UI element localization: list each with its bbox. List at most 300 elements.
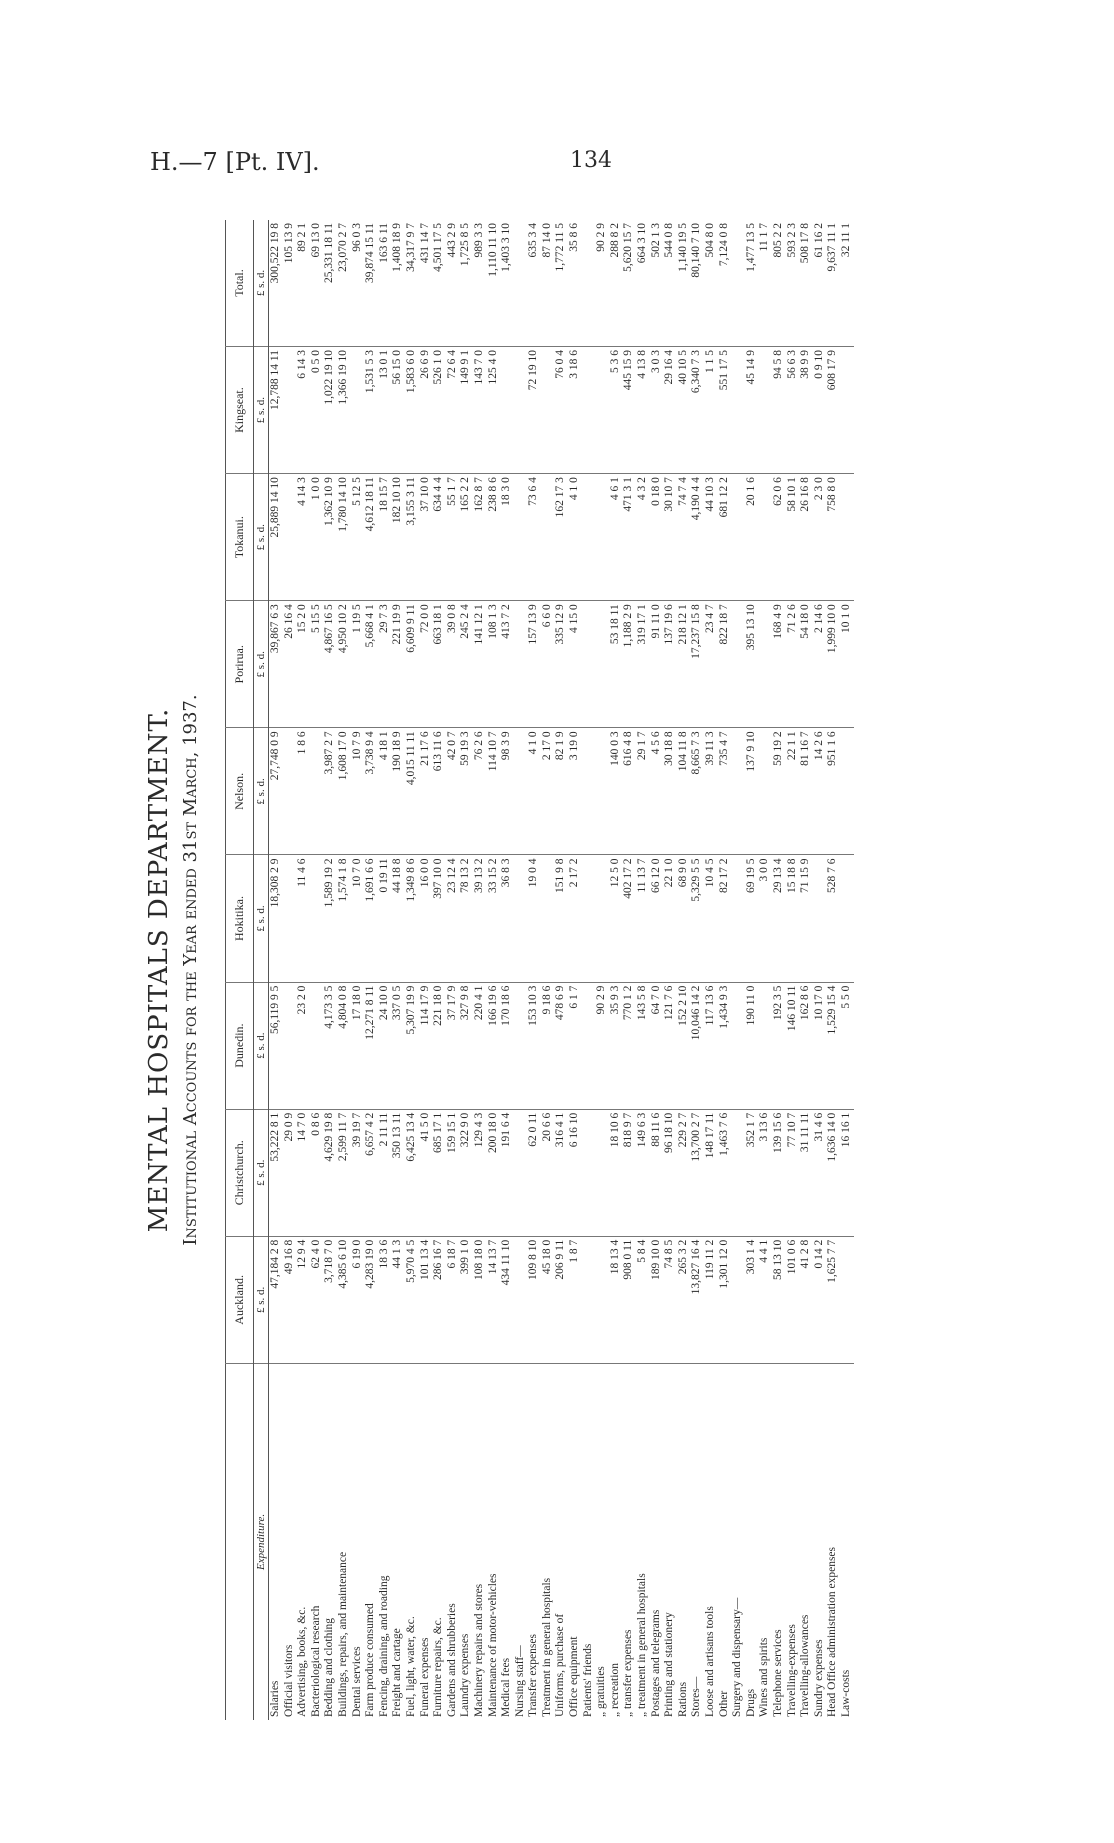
- amount-cell: 1,636 14 0: [826, 1109, 840, 1236]
- amount-cell: 189 10 0: [650, 1236, 664, 1363]
- section-label: Expenditure.: [254, 1363, 269, 1720]
- amount-cell: 544 0 8: [663, 223, 676, 258]
- amount-cell: 101 0 6: [786, 1236, 800, 1363]
- amount-cell: 32 11 1: [839, 223, 852, 258]
- row-label: Other: [718, 1363, 732, 1720]
- amount-cell: 0 8 6: [310, 1109, 324, 1236]
- table-body: [269, 220, 854, 1720]
- units-header: £ s. d.: [254, 220, 269, 347]
- amount-cell: 3,738 9 4: [364, 728, 378, 855]
- table-row: [772, 220, 786, 1720]
- amount-cell: [731, 1109, 745, 1236]
- amount-cell: 14 7 0: [296, 1109, 310, 1236]
- amount-cell: 39,874 15 11: [364, 223, 377, 283]
- amount-cell: [582, 982, 596, 1109]
- amount-cell: 1,780 14 10: [337, 474, 351, 601]
- amount-cell: 5 15 5: [310, 601, 324, 728]
- amount-cell: 162 17 3: [554, 474, 568, 601]
- amount-cell: 37 10 0: [419, 474, 433, 601]
- amount-cell: 221 19 9: [391, 601, 405, 728]
- amount-cell: 101 13 4: [419, 1236, 433, 1363]
- amount-cell: 33 15 2: [487, 855, 501, 982]
- units-header: £ s. d.: [254, 855, 269, 982]
- amount-cell: [840, 1236, 854, 1363]
- column-header: Auckland.: [226, 1236, 254, 1363]
- units-row: [254, 220, 269, 1720]
- amount-cell: 17 18 0: [351, 982, 365, 1109]
- amount-cell: 6 16 10: [568, 1109, 582, 1236]
- amount-cell: 121 7 6: [663, 982, 677, 1109]
- table-row: [514, 220, 528, 1720]
- amount-cell: 114 10 7: [487, 728, 501, 855]
- column-header-row: [226, 220, 254, 1720]
- row-label: „ gratuities: [595, 1363, 609, 1720]
- amount-cell: 45 14 9: [745, 347, 759, 474]
- amount-cell: [582, 855, 596, 982]
- amount-cell: 10 7 0: [351, 855, 365, 982]
- amount-cell: 104 11 8: [677, 728, 691, 855]
- table-row: [487, 220, 501, 1720]
- amount-cell: 1,531 5 3: [364, 347, 378, 474]
- amount-cell: 1,772 11 5: [554, 223, 567, 272]
- amount-cell: 56 15 0: [391, 347, 405, 474]
- amount-cell: [582, 347, 596, 474]
- amount-cell: 69 13 0: [309, 223, 322, 258]
- amount-cell: 18 3 0: [500, 474, 514, 601]
- row-label: „ recreation: [609, 1363, 623, 1720]
- amount-cell: 664 3 10: [636, 223, 649, 264]
- amount-cell: [514, 1109, 528, 1236]
- row-label: Salaries: [269, 1363, 283, 1720]
- amount-cell: 471 3 1: [622, 474, 636, 601]
- table-row: [527, 220, 541, 1720]
- amount-cell: 6 6 0: [541, 601, 555, 728]
- row-label: Travelling-allowances: [799, 1363, 813, 1720]
- row-label: Uniforms, purchase of: [554, 1363, 568, 1720]
- amount-cell: 94 5 8: [772, 347, 786, 474]
- amount-cell: 0 9 10: [813, 347, 827, 474]
- amount-cell: 4 15 0: [568, 601, 582, 728]
- amount-cell: 40 10 5: [677, 347, 691, 474]
- amount-cell: 502 1 3: [649, 223, 662, 258]
- amount-cell: 73 6 4: [527, 474, 541, 601]
- amount-cell: 119 11 2: [704, 1236, 718, 1363]
- table-row: [541, 220, 555, 1720]
- row-label: Maintenance of motor-vehicles: [487, 1363, 501, 1720]
- amount-cell: [595, 728, 609, 855]
- amount-cell: 3 0 0: [758, 855, 772, 982]
- amount-cell: 5,307 19 9: [405, 982, 419, 1109]
- table-row: [745, 220, 759, 1720]
- amount-cell: 6,340 7 3: [690, 347, 704, 474]
- amount-cell: [514, 855, 528, 982]
- amount-cell: 61 16 2: [812, 223, 825, 258]
- amount-cell: 80,140 7 10: [690, 223, 703, 278]
- amount-cell: 3 0 3: [650, 347, 664, 474]
- amount-cell: 16 0 0: [419, 855, 433, 982]
- row-label: Machinery repairs and stores: [473, 1363, 487, 1720]
- amount-cell: 114 17 9: [419, 982, 433, 1109]
- table-row: [323, 220, 337, 1720]
- amount-cell: 163 6 11: [377, 223, 390, 263]
- amount-cell: 10 4 5: [704, 855, 718, 982]
- amount-cell: 818 9 7: [622, 1109, 636, 1236]
- amount-cell: 2 17 2: [568, 855, 582, 982]
- amount-cell: 4 13 8: [636, 347, 650, 474]
- amount-cell: 4,501 17 5: [432, 223, 445, 272]
- amount-cell: 1,408 18 9: [391, 223, 404, 272]
- amount-cell: 337 0 5: [391, 982, 405, 1109]
- units-header: £ s. d.: [254, 601, 269, 728]
- amount-cell: 23,070 2 7: [336, 223, 349, 272]
- amount-cell: 4 3 2: [636, 474, 650, 601]
- amount-cell: [283, 855, 297, 982]
- amount-cell: 162 8 6: [799, 982, 813, 1109]
- amount-cell: 635 3 4: [527, 223, 540, 258]
- amount-cell: 322 9 0: [459, 1109, 473, 1236]
- row-label: Stores—: [690, 1363, 704, 1720]
- amount-cell: 149 6 3: [636, 1109, 650, 1236]
- amount-cell: 4 5 6: [650, 728, 664, 855]
- amount-cell: [582, 220, 596, 347]
- row-label: Loose and artisans tools: [704, 1363, 718, 1720]
- amount-cell: 26 6 9: [419, 347, 433, 474]
- amount-cell: 36 8 3: [500, 855, 514, 982]
- amount-cell: 20 1 6: [745, 474, 759, 601]
- row-label: Law-costs: [840, 1363, 854, 1720]
- amount-cell: 35 9 3: [609, 982, 623, 1109]
- row-label: Surgery and dispensary—: [731, 1363, 745, 1720]
- amount-cell: [840, 347, 854, 474]
- row-label: Medical fees: [500, 1363, 514, 1720]
- amount-cell: [310, 982, 324, 1109]
- amount-cell: 12,788 14 11: [269, 347, 283, 474]
- amount-cell: [514, 220, 528, 347]
- amount-cell: 526 1 0: [432, 347, 446, 474]
- amount-cell: 105 13 9: [282, 223, 295, 264]
- amount-cell: 3,718 7 0: [323, 1236, 337, 1363]
- amount-cell: 11 1 7: [758, 223, 771, 252]
- amount-cell: 90 2 9: [595, 223, 608, 252]
- amount-cell: [283, 347, 297, 474]
- row-label: Treatment in general hospitals: [541, 1363, 555, 1720]
- amount-cell: 19 0 4: [527, 855, 541, 982]
- amount-cell: [731, 220, 745, 347]
- amount-cell: 504 8 0: [704, 223, 716, 258]
- sub-title: Institutional Accounts for the Year ended 31st March, 1937.: [180, 694, 201, 1246]
- table-row: [283, 220, 297, 1720]
- row-label: Drugs: [745, 1363, 759, 1720]
- amount-cell: 335 12 9: [554, 601, 568, 728]
- column-header: Porirua.: [226, 601, 254, 728]
- amount-cell: 31 11 11: [799, 1109, 813, 1236]
- table-row: [731, 220, 745, 1720]
- row-label: Buildings, repairs, and maintenance: [337, 1363, 351, 1720]
- table-row: [432, 220, 446, 1720]
- amount-cell: 1 8 6: [296, 728, 310, 855]
- amount-cell: 82 17 2: [718, 855, 732, 982]
- amount-cell: 12,271 8 11: [364, 982, 378, 1109]
- amount-cell: 44 18 8: [391, 855, 405, 982]
- amount-cell: 13,700 2 7: [690, 1109, 704, 1236]
- amount-cell: 218 12 1: [677, 601, 691, 728]
- row-label: Rations: [677, 1363, 691, 1720]
- amount-cell: [514, 347, 528, 474]
- row-label: Farm produce consumed: [364, 1363, 378, 1720]
- amount-cell: [514, 474, 528, 601]
- amount-cell: 20 6 6: [541, 1109, 555, 1236]
- amount-cell: 35 8 6: [568, 223, 581, 252]
- amount-cell: 14 13 7: [487, 1236, 501, 1363]
- table-row: [554, 220, 568, 1720]
- amount-cell: 39 19 7: [351, 1109, 365, 1236]
- amount-cell: 25,889 14 10: [269, 474, 283, 601]
- accounts-table: [225, 220, 854, 1720]
- amount-cell: 229 2 7: [677, 1109, 691, 1236]
- amount-cell: [541, 855, 555, 982]
- column-header: Kingseat.: [226, 347, 254, 474]
- amount-cell: 125 4 0: [487, 347, 501, 474]
- amount-cell: 221 18 0: [432, 982, 446, 1109]
- amount-cell: 30 10 7: [663, 474, 677, 601]
- amount-cell: 72 6 4: [446, 347, 460, 474]
- amount-cell: 39 0 8: [446, 601, 460, 728]
- amount-cell: [351, 347, 365, 474]
- amount-cell: 74 8 5: [663, 1236, 677, 1363]
- amount-cell: 989 3 3: [472, 223, 485, 258]
- amount-cell: 55 1 7: [446, 474, 460, 601]
- amount-cell: 395 13 10: [745, 601, 759, 728]
- amount-cell: 4,867 16 5: [323, 601, 337, 728]
- amount-cell: 56 6 3: [786, 347, 800, 474]
- amount-cell: 735 4 7: [718, 728, 732, 855]
- amount-cell: [758, 601, 772, 728]
- amount-cell: 140 0 3: [609, 728, 623, 855]
- amount-cell: 13 0 1: [378, 347, 392, 474]
- column-header: Dunedin.: [226, 982, 254, 1109]
- amount-cell: 87 14 0: [540, 223, 553, 258]
- amount-cell: 8,665 7 3: [690, 728, 704, 855]
- amount-cell: 29 13 4: [772, 855, 786, 982]
- amount-cell: [595, 1236, 609, 1363]
- amount-cell: 634 4 4: [432, 474, 446, 601]
- amount-cell: 303 1 4: [745, 1236, 759, 1363]
- amount-cell: 76 2 6: [473, 728, 487, 855]
- units-header: £ s. d.: [254, 347, 269, 474]
- amount-cell: 2 17 0: [541, 728, 555, 855]
- amount-cell: 13,827 16 4: [690, 1236, 704, 1363]
- amount-cell: 53,222 8 1: [269, 1109, 283, 1236]
- amount-cell: 770 1 2: [622, 982, 636, 1109]
- amount-cell: 44 10 3: [704, 474, 718, 601]
- amount-cell: 22 1 0: [663, 855, 677, 982]
- units-header: £ s. d.: [254, 474, 269, 601]
- amount-cell: 91 11 0: [650, 601, 664, 728]
- amount-cell: 30 18 8: [663, 728, 677, 855]
- amount-cell: 758 8 0: [826, 474, 840, 601]
- table-row: [378, 220, 392, 1720]
- amount-cell: 143 7 0: [473, 347, 487, 474]
- amount-cell: 0 14 2: [813, 1236, 827, 1363]
- amount-cell: 117 13 6: [704, 982, 718, 1109]
- amount-cell: 1,477 13 5: [744, 223, 757, 272]
- table-row: [595, 220, 609, 1720]
- amount-cell: 143 5 8: [636, 982, 650, 1109]
- amount-cell: 1,625 7 7: [826, 1236, 840, 1363]
- amount-cell: 76 0 4: [554, 347, 568, 474]
- amount-cell: 47,184 2 8: [269, 1236, 283, 1363]
- amount-cell: 9 18 6: [541, 982, 555, 1109]
- amount-cell: 6,657 4 2: [364, 1109, 378, 1236]
- amount-cell: [731, 982, 745, 1109]
- amount-cell: [758, 474, 772, 601]
- amount-cell: 4 1 0: [568, 474, 582, 601]
- amount-cell: 29 1 7: [636, 728, 650, 855]
- amount-cell: 2 11 11: [378, 1109, 392, 1236]
- column-header: Tokanui.: [226, 474, 254, 601]
- amount-cell: 182 10 10: [391, 474, 405, 601]
- amount-cell: 38 9 9: [799, 347, 813, 474]
- units-header: £ s. d.: [254, 1236, 269, 1363]
- amount-cell: [500, 347, 514, 474]
- row-label: Laundry expenses: [459, 1363, 473, 1720]
- main-title: MENTAL HOSPITALS DEPARTMENT.: [144, 707, 174, 1233]
- amount-cell: 608 17 9: [826, 347, 840, 474]
- amount-cell: 23 4 7: [704, 601, 718, 728]
- amount-cell: 478 6 9: [554, 982, 568, 1109]
- table-row: [310, 220, 324, 1720]
- amount-cell: 4 18 1: [378, 728, 392, 855]
- amount-cell: 29 16 4: [663, 347, 677, 474]
- amount-cell: 1,362 10 9: [323, 474, 337, 601]
- amount-cell: 68 9 0: [677, 855, 691, 982]
- amount-cell: 286 16 7: [432, 1236, 446, 1363]
- table-row: [636, 220, 650, 1720]
- amount-cell: 58 13 10: [772, 1236, 786, 1363]
- amount-cell: 58 10 1: [786, 474, 800, 601]
- amount-cell: 59 19 2: [772, 728, 786, 855]
- row-label: Official visitors: [283, 1363, 297, 1720]
- amount-cell: 319 17 1: [636, 601, 650, 728]
- amount-cell: [514, 982, 528, 1109]
- amount-cell: [813, 855, 827, 982]
- amount-cell: 190 11 0: [745, 982, 759, 1109]
- amount-cell: 72 19 10: [527, 347, 541, 474]
- units-header: £ s. d.: [254, 1109, 269, 1236]
- amount-cell: [758, 347, 772, 474]
- table-row: [799, 220, 813, 1720]
- amount-cell: 26 16 4: [283, 601, 297, 728]
- amount-cell: 1,366 19 10: [337, 347, 351, 474]
- amount-cell: 159 15 1: [446, 1109, 460, 1236]
- amount-cell: 1,725 8 5: [459, 223, 472, 267]
- amount-cell: 2 3 0: [813, 474, 827, 601]
- amount-cell: 18 10 6: [609, 1109, 623, 1236]
- amount-cell: 12 9 4: [296, 1236, 310, 1363]
- page-header: [150, 148, 980, 188]
- amount-cell: [582, 474, 596, 601]
- amount-cell: 31 4 6: [813, 1109, 827, 1236]
- amount-cell: [582, 1236, 596, 1363]
- amount-cell: [283, 728, 297, 855]
- amount-cell: 18 3 6: [378, 1236, 392, 1363]
- amount-cell: 6,425 13 4: [405, 1109, 419, 1236]
- amount-cell: [514, 1236, 528, 1363]
- row-label: Furniture repairs, &c.: [432, 1363, 446, 1720]
- amount-cell: 1 8 7: [568, 1236, 582, 1363]
- row-label: Sundry expenses: [813, 1363, 827, 1720]
- column-header: Total.: [226, 220, 254, 347]
- amount-cell: 21 17 6: [419, 728, 433, 855]
- table-row: [622, 220, 636, 1720]
- amount-cell: 59 19 3: [459, 728, 473, 855]
- amount-cell: 1,463 7 6: [718, 1109, 732, 1236]
- row-label: Fencing, draining, and roading: [378, 1363, 392, 1720]
- table-row: [582, 220, 596, 1720]
- row-label: Bacteriological research: [310, 1363, 324, 1720]
- row-label: Dental services: [351, 1363, 365, 1720]
- amount-cell: 54 18 0: [799, 601, 813, 728]
- amount-cell: [840, 855, 854, 982]
- amount-cell: 402 17 2: [622, 855, 636, 982]
- column-header: Christchurch.: [226, 1109, 254, 1236]
- document-reference: H.—7 [Pt. IV].: [150, 148, 320, 176]
- row-label: Wines and spirits: [758, 1363, 772, 1720]
- table-row: [826, 220, 840, 1720]
- amount-cell: 1,349 8 6: [405, 855, 419, 982]
- row-label: Gardens and shrubberies: [446, 1363, 460, 1720]
- amount-cell: 15 2 0: [296, 601, 310, 728]
- amount-cell: 1,022 19 10: [323, 347, 337, 474]
- amount-cell: 72 0 0: [419, 601, 433, 728]
- table-row: [650, 220, 664, 1720]
- amount-cell: 26 16 8: [799, 474, 813, 601]
- amount-cell: 0 5 0: [310, 347, 324, 474]
- amount-cell: 300,522 19 8: [269, 223, 281, 284]
- amount-cell: 88 11 6: [650, 1109, 664, 1236]
- amount-cell: 27,748 0 9: [269, 728, 283, 855]
- amount-cell: 157 13 9: [527, 601, 541, 728]
- row-label: Fuel, light, water, &c.: [405, 1363, 419, 1720]
- amount-cell: 146 10 11: [786, 982, 800, 1109]
- amount-cell: 685 17 1: [432, 1109, 446, 1236]
- amount-cell: 5 5 0: [840, 982, 854, 1109]
- amount-cell: 49 16 8: [283, 1236, 297, 1363]
- row-label: „ transfer expenses: [622, 1363, 636, 1720]
- amount-cell: [731, 601, 745, 728]
- amount-cell: [595, 474, 609, 601]
- table-row: [500, 220, 514, 1720]
- amount-cell: 148 17 11: [704, 1109, 718, 1236]
- table-row: [609, 220, 623, 1720]
- table-row: [419, 220, 433, 1720]
- column-header: Nelson.: [226, 728, 254, 855]
- amount-cell: 1,691 6 6: [364, 855, 378, 982]
- amount-cell: 192 3 5: [772, 982, 786, 1109]
- row-label: Bedding and clothing: [323, 1363, 337, 1720]
- amount-cell: 29 0 9: [283, 1109, 297, 1236]
- amount-cell: [595, 1109, 609, 1236]
- amount-cell: 1,529 15 4: [826, 982, 840, 1109]
- amount-cell: 1,999 10 0: [826, 601, 840, 728]
- amount-cell: 45 18 0: [541, 1236, 555, 1363]
- units-header: £ s. d.: [254, 728, 269, 855]
- amount-cell: 11 4 6: [296, 855, 310, 982]
- amount-cell: 4,950 10 2: [337, 601, 351, 728]
- amount-cell: 613 11 6: [432, 728, 446, 855]
- amount-cell: 190 18 9: [391, 728, 405, 855]
- table-row: [405, 220, 419, 1720]
